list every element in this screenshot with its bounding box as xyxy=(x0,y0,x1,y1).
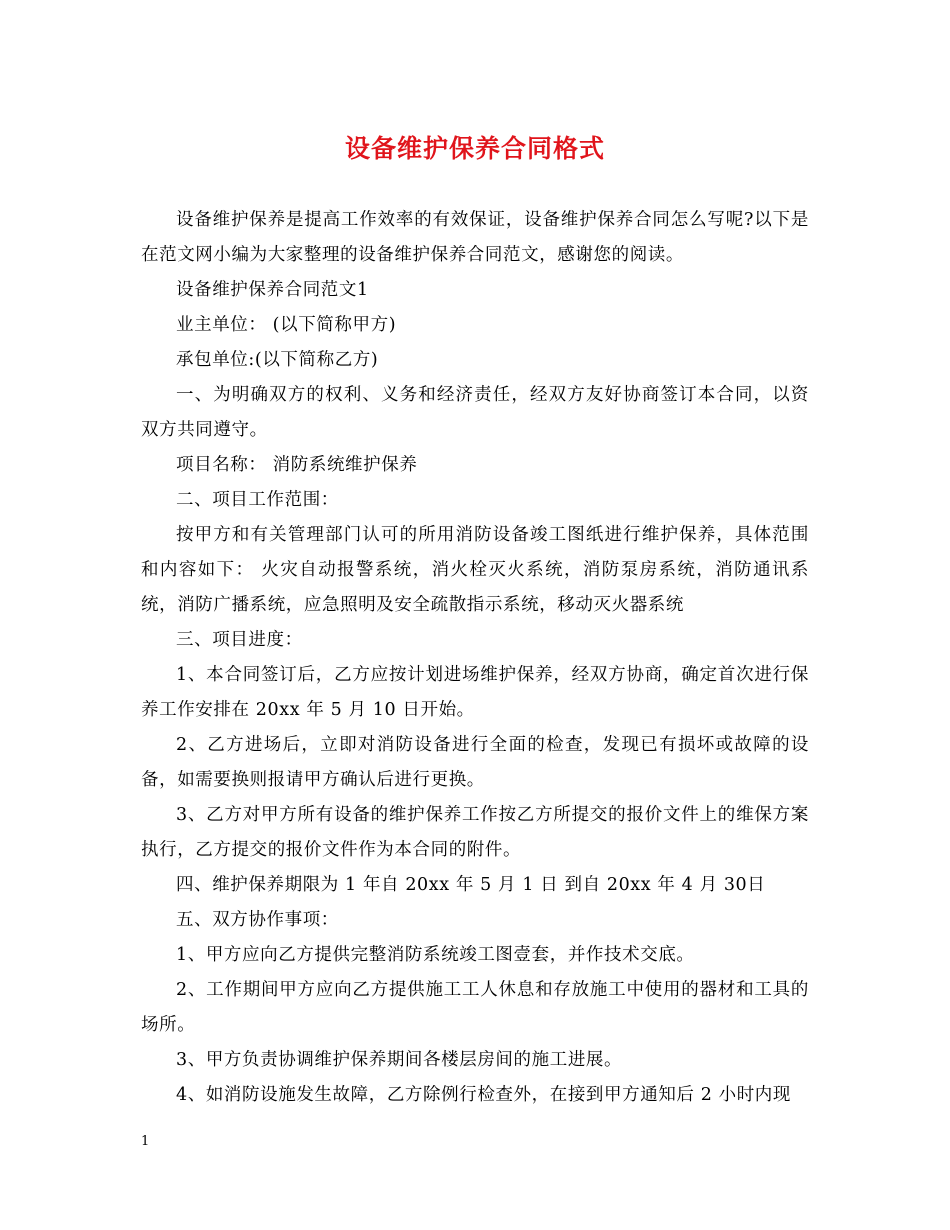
document-title: 设备维护保养合同格式 xyxy=(344,134,605,163)
clause-four: 四、维护保养期限为 1 年自 20xx 年 5 月 1 日 到自 20xx 年 4 月 30日 xyxy=(176,875,766,895)
owner-unit-line: 业主单位： (以下简称甲方) xyxy=(176,315,397,335)
clause-one: 一、为明确双方的权利、义务和经济责任，经双方友好协商签订本合同，以资双方共同遵守。 xyxy=(141,385,809,440)
clause-two-heading: 二、项目工作范围： xyxy=(176,490,339,510)
page-number: 1 xyxy=(141,1134,150,1149)
progress-item-1: 1、本合同签订后，乙方应按计划进场维护保养，经双方协商，确定首次进行保养工作安排在 20xx 年 5 月 10 日开始。 xyxy=(141,665,809,720)
clause-five-heading: 五、双方协作事项： xyxy=(176,910,339,930)
scope-paragraph: 按甲方和有关管理部门认可的所用消防设备竣工图纸进行维护保养，具体范围和内容如下： 火灾自动报警系统，消火栓灭火系统，消防泵房系统，消防通讯系统，消防广播系统，应急照明及安全疏散指示系统，移动灭火器系统 xyxy=(141,525,809,615)
sample-heading: 设备维护保养合同范文1 xyxy=(176,280,369,300)
contractor-unit-line: 承包单位:(以下简称乙方) xyxy=(176,350,379,370)
document-body xyxy=(141,203,809,1113)
project-name-line: 项目名称： 消防系统维护保养 xyxy=(176,455,418,475)
clause-three-heading: 三、项目进度： xyxy=(176,630,303,650)
intro-paragraph: 设备维护保养是提高工作效率的有效保证，设备维护保养合同怎么写呢?以下是在范文网小编为大家整理的设备维护保养合同范文，感谢您的阅读。 xyxy=(141,210,809,265)
cooperation-item-1: 1、甲方应向乙方提供完整消防系统竣工图壹套，并作技术交底。 xyxy=(176,945,695,965)
cooperation-item-2: 2、工作期间甲方应向乙方提供施工工人休息和存放施工中使用的器材和工具的场所。 xyxy=(141,980,809,1035)
cooperation-item-4: 4、如消防设施发生故障，乙方除例行检查外，在接到甲方通知后 2 小时内现 xyxy=(176,1085,791,1105)
progress-item-2: 2、乙方进场后，立即对消防设备进行全面的检查，发现已有损坏或故障的设备，如需要换则报请甲方确认后进行更换。 xyxy=(141,735,809,790)
progress-item-3: 3、乙方对甲方所有设备的维护保养工作按乙方所提交的报价文件上的维保方案执行，乙方提交的报价文件作为本合同的附件。 xyxy=(141,805,809,860)
cooperation-item-3: 3、甲方负责协调维护保养期间各楼层房间的施工进展。 xyxy=(176,1050,623,1070)
